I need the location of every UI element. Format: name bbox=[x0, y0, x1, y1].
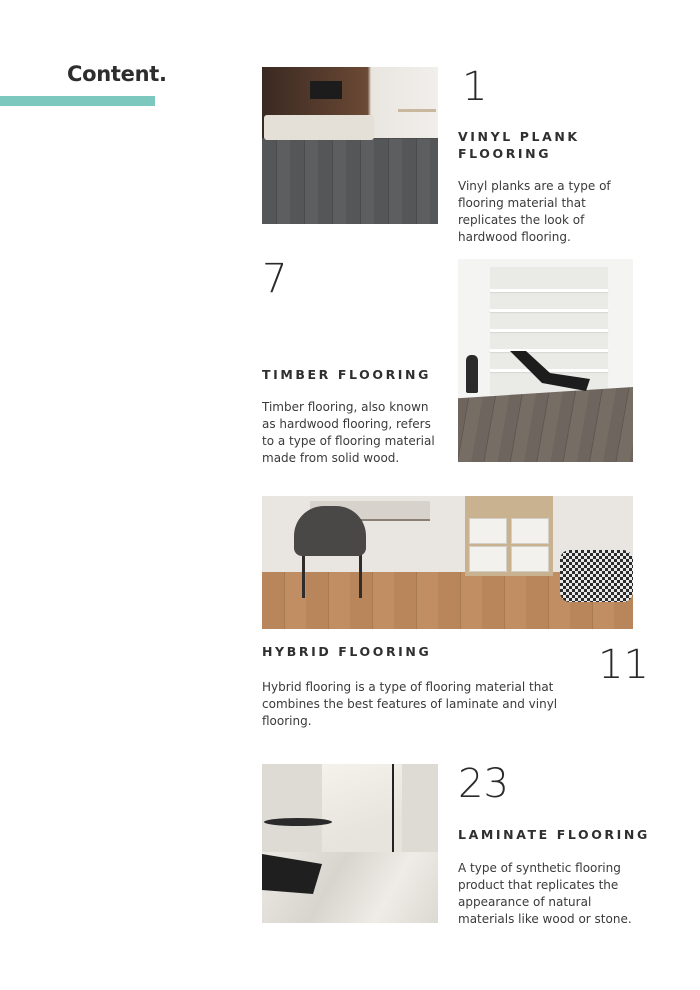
living-room-dark-floor-photo bbox=[262, 67, 438, 224]
section-description-timber: Timber flooring, also known as hardwood flooring, refers to a type of flooring material made from solid wood. bbox=[262, 400, 435, 465]
title-accent-bar bbox=[0, 96, 155, 106]
section-heading-timber: TIMBER FLOORING bbox=[262, 367, 431, 382]
section-number-7: 7 bbox=[262, 256, 288, 302]
section-heading-hybrid: HYBRID FLOORING bbox=[262, 644, 432, 659]
section-number-23: 23 bbox=[458, 761, 509, 807]
section-description-hybrid: Hybrid flooring is a type of flooring material that combines the best features of laminate and vinyl flooring. bbox=[262, 680, 558, 728]
section-number-11: 11 bbox=[598, 642, 649, 688]
section-description-vinyl: Vinyl planks are a type of flooring material that replicates the look of hardwood flooring. bbox=[458, 179, 611, 244]
section-heading-laminate: LAMINATE FLOORING bbox=[458, 827, 650, 842]
section-heading-vinyl-line2: FLOORING bbox=[458, 146, 552, 161]
desk-chair-pouf-photo bbox=[262, 496, 633, 629]
page-title: Content. bbox=[67, 62, 167, 86]
section-number-1: 1 bbox=[462, 64, 488, 110]
section-description-laminate: A type of synthetic flooring product that replicates the appearance of natural materials like wood or stone. bbox=[458, 861, 632, 926]
section-heading-vinyl-line1: VINYL PLANK bbox=[458, 129, 580, 144]
section-heading-vinyl bbox=[458, 128, 580, 162]
marble-floor-sunlight-photo bbox=[262, 764, 438, 923]
white-shelves-lounge-chair-photo bbox=[458, 259, 633, 462]
